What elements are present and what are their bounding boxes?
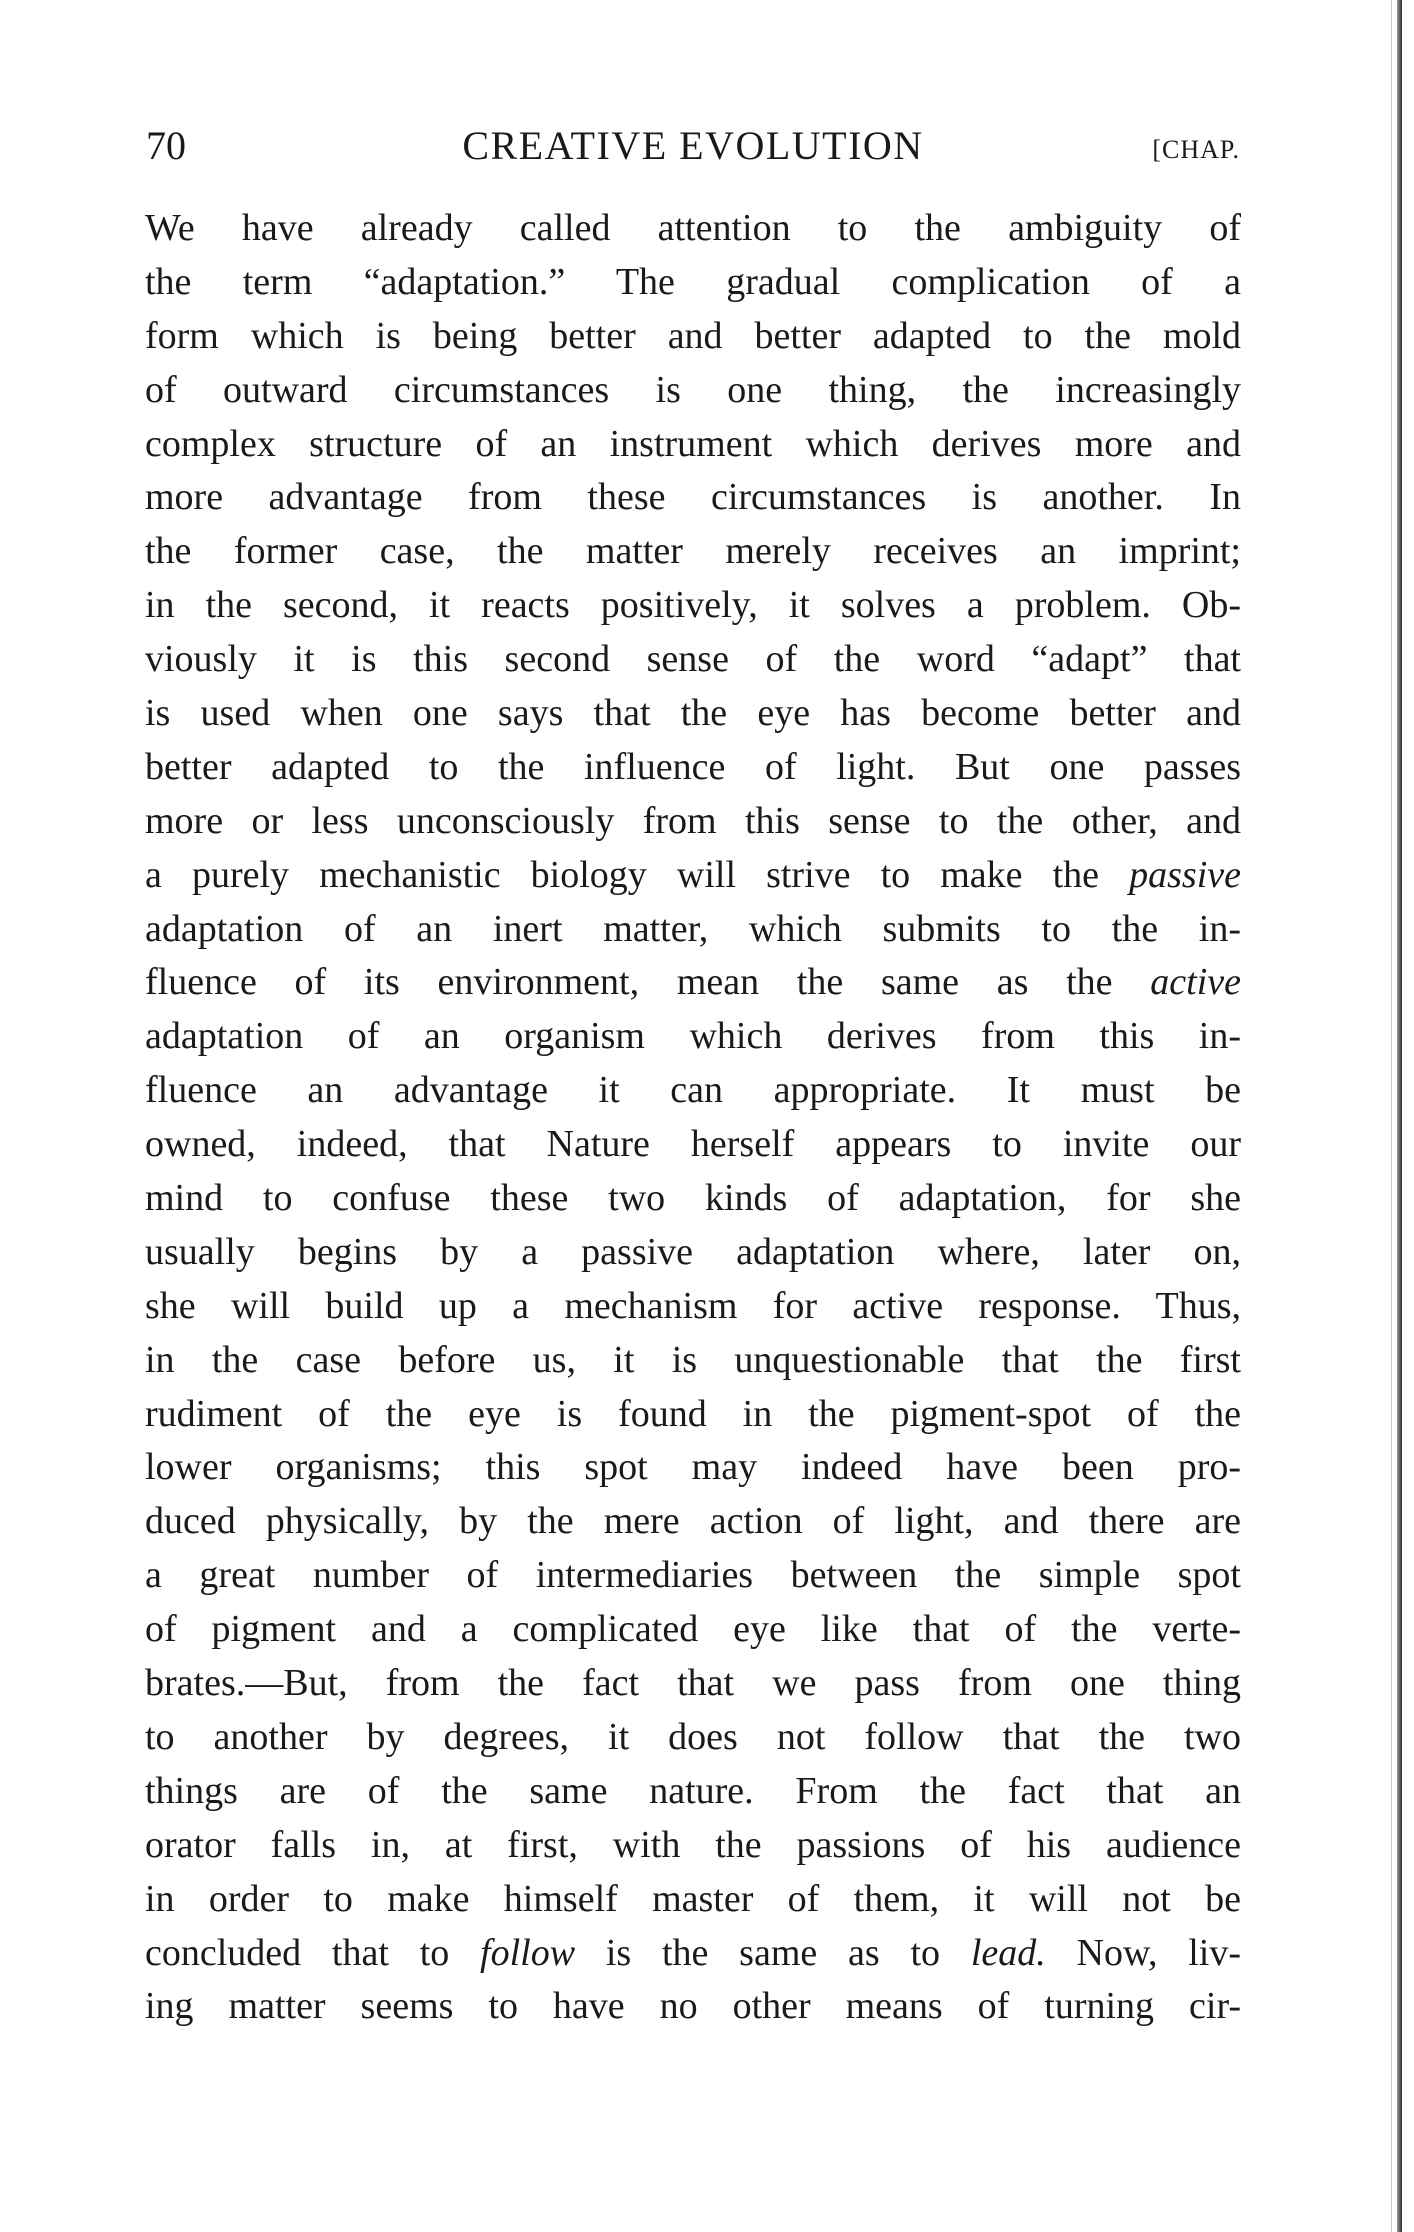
text-line: things are of the same nature. From the fact that an: [145, 1769, 1241, 1812]
italic-emphasis: follow: [480, 1931, 576, 1974]
text-line: form which is being better and better adapted to the mold: [145, 314, 1241, 357]
italic-emphasis: lead.: [970, 1931, 1046, 1974]
text-line: rudiment of the eye is found in the pigment-spot of the: [145, 1392, 1241, 1435]
text-line: adaptation of an inert matter, which submits to the in-: [145, 907, 1241, 950]
text-line: of outward circumstances is one thing, the increasingly: [145, 368, 1241, 411]
page-number: 70: [146, 123, 186, 168]
text-line: in order to make himself master of them, it will not be: [145, 1877, 1241, 1920]
text-line: brates.—But, from the fact that we pass from one thing: [145, 1662, 1241, 1705]
text-line: the term “adaptation.” The gradual complication of a: [145, 260, 1241, 303]
text-line: duced physically, by the mere action of light, and there are: [145, 1500, 1241, 1543]
text-line: usually begins by a passive adaptation where, later on,: [145, 1230, 1241, 1273]
text-line: mind to confuse these two kinds of adaptation, for she: [145, 1177, 1241, 1220]
text-line: viously it is this second sense of the word “adapt” that: [145, 638, 1241, 681]
text-line: lower organisms; this spot may indeed have been pro-: [145, 1446, 1241, 1489]
text-line: fluence of its environment, mean the same as the active: [145, 961, 1241, 1004]
italic-emphasis: active: [1150, 961, 1241, 1004]
text-line: fluence an advantage it can appropriate. It must be: [145, 1069, 1241, 1112]
text-line: a purely mechanistic biology will strive to make the passive: [145, 853, 1241, 896]
text-line: ing matter seems to have no other means of turning cir-: [145, 1985, 1241, 2028]
text-line: orator falls in, at first, with the passions of his audience: [145, 1823, 1241, 1866]
text-line: adaptation of an organism which derives from this in-: [145, 1015, 1241, 1058]
text-line: she will build up a mechanism for active response. Thus,: [145, 1284, 1241, 1327]
text-line: We have already called attention to the ambiguity of: [145, 207, 1241, 249]
text-line: owned, indeed, that Nature herself appears to invite our: [145, 1123, 1241, 1166]
text-line: a great number of intermediaries between the simple spot: [145, 1554, 1241, 1597]
italic-emphasis: passive: [1129, 853, 1241, 896]
text-line: better adapted to the influence of light. But one passes: [145, 745, 1241, 788]
running-header: [146, 118, 1240, 174]
text-line: in the case before us, it is unquestionable that the first: [145, 1338, 1241, 1381]
body-text: [145, 202, 1241, 2034]
text-line: of pigment and a complicated eye like that of the verte-: [145, 1608, 1241, 1651]
chapter-marker: [CHAP.: [1152, 135, 1240, 164]
running-title: CREATIVE EVOLUTION: [462, 123, 924, 168]
text-line: concluded that to follow is the same as to lead. Now, liv-: [145, 1931, 1242, 1974]
text-line: in the second, it reacts positively, it solves a problem. Ob-: [145, 584, 1241, 627]
text-line: more or less unconsciously from this sense to the other, and: [145, 799, 1241, 842]
text-line: is used when one says that the eye has become better and: [145, 692, 1241, 735]
text-line: the former case, the matter merely receives an imprint;: [145, 530, 1241, 573]
text-line: to another by degrees, it does not follow that the two: [145, 1715, 1241, 1758]
page-edge-line: [1391, 0, 1392, 2232]
text-line: complex structure of an instrument which derives more and: [145, 422, 1241, 465]
text-line: more advantage from these circumstances is another. In: [145, 476, 1241, 519]
page-edge-shadow: [1397, 0, 1402, 2232]
